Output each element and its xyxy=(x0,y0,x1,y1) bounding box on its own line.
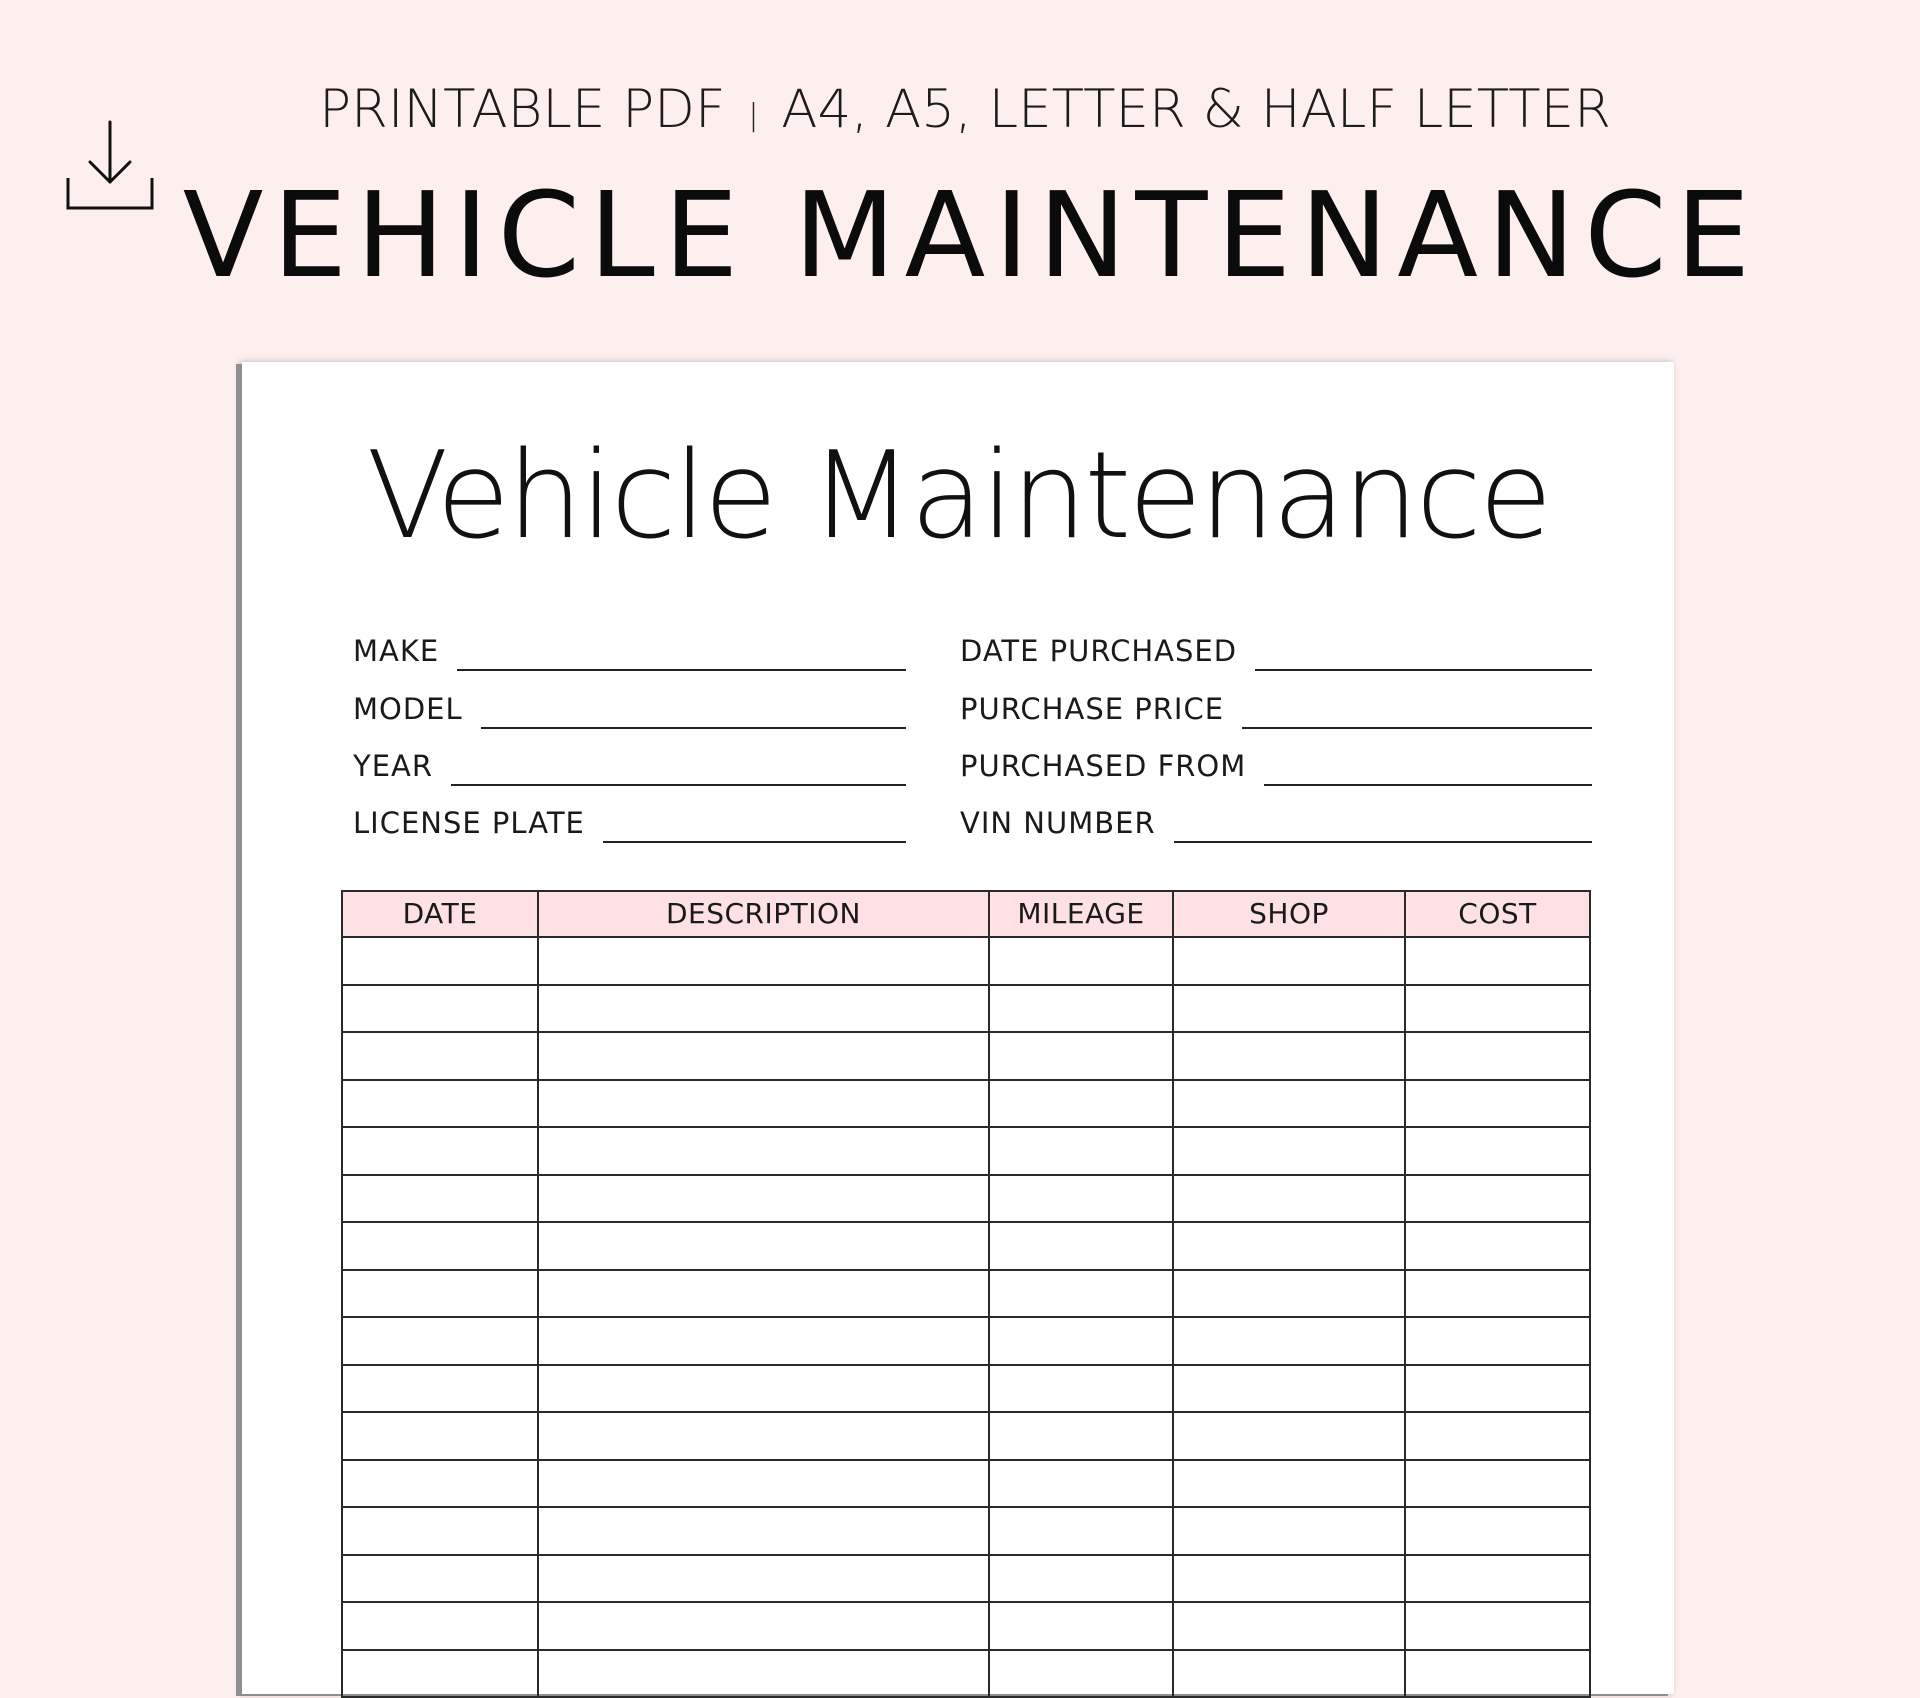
table-cell[interactable] xyxy=(1173,1412,1405,1460)
field-label: MAKE xyxy=(353,634,440,669)
table-cell[interactable] xyxy=(342,1270,538,1318)
field-date-purchased xyxy=(960,614,1592,671)
column-header-description: DESCRIPTION xyxy=(538,891,989,937)
table-row xyxy=(342,1555,1590,1603)
table-cell[interactable] xyxy=(1405,985,1590,1033)
table-cell[interactable] xyxy=(989,1507,1173,1555)
table-cell[interactable] xyxy=(538,1032,989,1080)
field-blank-line[interactable] xyxy=(481,726,906,729)
table-cell[interactable] xyxy=(1405,1222,1590,1270)
table-cell[interactable] xyxy=(1405,1412,1590,1460)
table-cell[interactable] xyxy=(989,1650,1173,1698)
field-license-plate xyxy=(353,786,906,843)
table-cell[interactable] xyxy=(989,937,1173,985)
table-cell[interactable] xyxy=(538,985,989,1033)
table-cell[interactable] xyxy=(1173,1175,1405,1223)
table-cell[interactable] xyxy=(342,1412,538,1460)
table-cell[interactable] xyxy=(342,1555,538,1603)
field-label: LICENSE PLATE xyxy=(353,806,585,841)
table-cell[interactable] xyxy=(1173,1460,1405,1508)
field-blank-line[interactable] xyxy=(457,668,906,671)
table-cell[interactable] xyxy=(1173,1270,1405,1318)
table-cell[interactable] xyxy=(1405,1317,1590,1365)
field-blank-line[interactable] xyxy=(1255,668,1592,671)
table-cell[interactable] xyxy=(538,1080,989,1128)
table-row xyxy=(342,1222,1590,1270)
subtitle-right: A4, A5, LETTER & HALF LETTER xyxy=(781,79,1611,140)
table-cell[interactable] xyxy=(1173,1650,1405,1698)
table-row xyxy=(342,937,1590,985)
vehicle-fields-right xyxy=(960,614,1592,843)
table-cell[interactable] xyxy=(1173,985,1405,1033)
table-cell[interactable] xyxy=(342,1365,538,1413)
table-cell[interactable] xyxy=(538,1365,989,1413)
table-row xyxy=(342,1365,1590,1413)
table-cell[interactable] xyxy=(538,1270,989,1318)
column-header-shop: SHOP xyxy=(1173,891,1405,937)
table-cell[interactable] xyxy=(538,1222,989,1270)
table-cell[interactable] xyxy=(342,1507,538,1555)
table-cell[interactable] xyxy=(1405,1460,1590,1508)
vehicle-fields-left xyxy=(353,614,906,843)
table-cell[interactable] xyxy=(989,1080,1173,1128)
table-cell[interactable] xyxy=(538,1650,989,1698)
field-purchase-price xyxy=(960,671,1592,728)
table-cell[interactable] xyxy=(538,1175,989,1223)
table-cell[interactable] xyxy=(538,1127,989,1175)
table-cell[interactable] xyxy=(342,1602,538,1650)
table-cell[interactable] xyxy=(989,985,1173,1033)
table-cell[interactable] xyxy=(1405,1175,1590,1223)
table-cell[interactable] xyxy=(1173,1317,1405,1365)
table-row xyxy=(342,1507,1590,1555)
table-cell[interactable] xyxy=(1173,1507,1405,1555)
table-cell[interactable] xyxy=(1173,1127,1405,1175)
table-cell[interactable] xyxy=(1405,1080,1590,1128)
table-row xyxy=(342,1460,1590,1508)
field-make xyxy=(353,614,906,671)
table-cell[interactable] xyxy=(1405,1602,1590,1650)
table-cell[interactable] xyxy=(538,1317,989,1365)
table-cell[interactable] xyxy=(342,1127,538,1175)
table-cell[interactable] xyxy=(989,1032,1173,1080)
field-label: VIN NUMBER xyxy=(960,806,1156,841)
table-cell[interactable] xyxy=(1405,937,1590,985)
table-cell[interactable] xyxy=(989,1365,1173,1413)
column-header-cost: COST xyxy=(1405,891,1590,937)
table-cell[interactable] xyxy=(989,1127,1173,1175)
table-cell[interactable] xyxy=(342,1317,538,1365)
field-label: DATE PURCHASED xyxy=(960,634,1238,669)
table-cell[interactable] xyxy=(989,1222,1173,1270)
table-cell[interactable] xyxy=(1173,1365,1405,1413)
table-cell[interactable] xyxy=(989,1412,1173,1460)
subtitle-left: PRINTABLE PDF xyxy=(319,79,726,140)
banner-headline: VEHICLE MAINTENANCE xyxy=(182,166,1760,304)
subtitle-separator: | xyxy=(748,98,759,134)
table-row xyxy=(342,1602,1590,1650)
field-year xyxy=(353,729,906,786)
table-row xyxy=(342,1080,1590,1128)
table-cell[interactable] xyxy=(538,1555,989,1603)
table-row xyxy=(342,1270,1590,1318)
table-cell[interactable] xyxy=(342,1460,538,1508)
table-cell[interactable] xyxy=(1173,1555,1405,1603)
field-label: MODEL xyxy=(353,691,463,726)
table-cell[interactable] xyxy=(342,937,538,985)
table-cell[interactable] xyxy=(1173,1222,1405,1270)
table-cell[interactable] xyxy=(342,1080,538,1128)
printable-sheet xyxy=(242,362,1674,1694)
table-cell[interactable] xyxy=(1405,1507,1590,1555)
table-cell[interactable] xyxy=(989,1555,1173,1603)
field-blank-line[interactable] xyxy=(1174,840,1592,843)
table-cell[interactable] xyxy=(1405,1032,1590,1080)
table-cell[interactable] xyxy=(989,1460,1173,1508)
table-row xyxy=(342,1317,1590,1365)
field-blank-line[interactable] xyxy=(603,840,906,843)
table-cell[interactable] xyxy=(1405,1555,1590,1603)
field-blank-line[interactable] xyxy=(1242,726,1592,729)
table-row xyxy=(342,1127,1590,1175)
column-header-mileage: MILEAGE xyxy=(989,891,1173,937)
table-cell[interactable] xyxy=(1405,1365,1590,1413)
table-cell[interactable] xyxy=(342,1032,538,1080)
field-blank-line[interactable] xyxy=(1264,783,1592,786)
table-cell[interactable] xyxy=(1405,1127,1590,1175)
table-row xyxy=(342,985,1590,1033)
table-row xyxy=(342,1412,1590,1460)
table-cell[interactable] xyxy=(989,1175,1173,1223)
field-purchased-from xyxy=(960,729,1592,786)
sheet-title: Vehicle Maintenance xyxy=(366,427,1550,566)
field-label: YEAR xyxy=(353,748,434,783)
field-model xyxy=(353,671,906,728)
table-cell[interactable] xyxy=(1173,937,1405,985)
table-cell[interactable] xyxy=(538,1602,989,1650)
table-cell[interactable] xyxy=(538,937,989,985)
format-subtitle xyxy=(0,78,1920,144)
table-row xyxy=(342,1650,1590,1698)
table-row xyxy=(342,1032,1590,1080)
table-cell[interactable] xyxy=(989,1602,1173,1650)
table-cell[interactable] xyxy=(342,1650,538,1698)
table-cell[interactable] xyxy=(1405,1650,1590,1698)
table-cell[interactable] xyxy=(989,1317,1173,1365)
table-cell[interactable] xyxy=(538,1460,989,1508)
table-cell[interactable] xyxy=(538,1412,989,1460)
field-label: PURCHASE PRICE xyxy=(960,691,1225,726)
table-cell[interactable] xyxy=(1173,1080,1405,1128)
table-header-row xyxy=(342,891,1590,937)
table-cell[interactable] xyxy=(342,1222,538,1270)
table-cell[interactable] xyxy=(342,985,538,1033)
table-body xyxy=(342,937,1590,1697)
maintenance-log-table xyxy=(341,890,1591,1698)
table-cell[interactable] xyxy=(1173,1032,1405,1080)
field-label: PURCHASED FROM xyxy=(960,748,1247,783)
table-cell[interactable] xyxy=(1405,1270,1590,1318)
table-cell[interactable] xyxy=(1173,1602,1405,1650)
field-vin-number xyxy=(960,786,1592,843)
table-cell[interactable] xyxy=(538,1507,989,1555)
column-header-date: DATE xyxy=(342,891,538,937)
table-cell[interactable] xyxy=(342,1175,538,1223)
table-row xyxy=(342,1175,1590,1223)
field-blank-line[interactable] xyxy=(451,783,906,786)
table-cell[interactable] xyxy=(989,1270,1173,1318)
